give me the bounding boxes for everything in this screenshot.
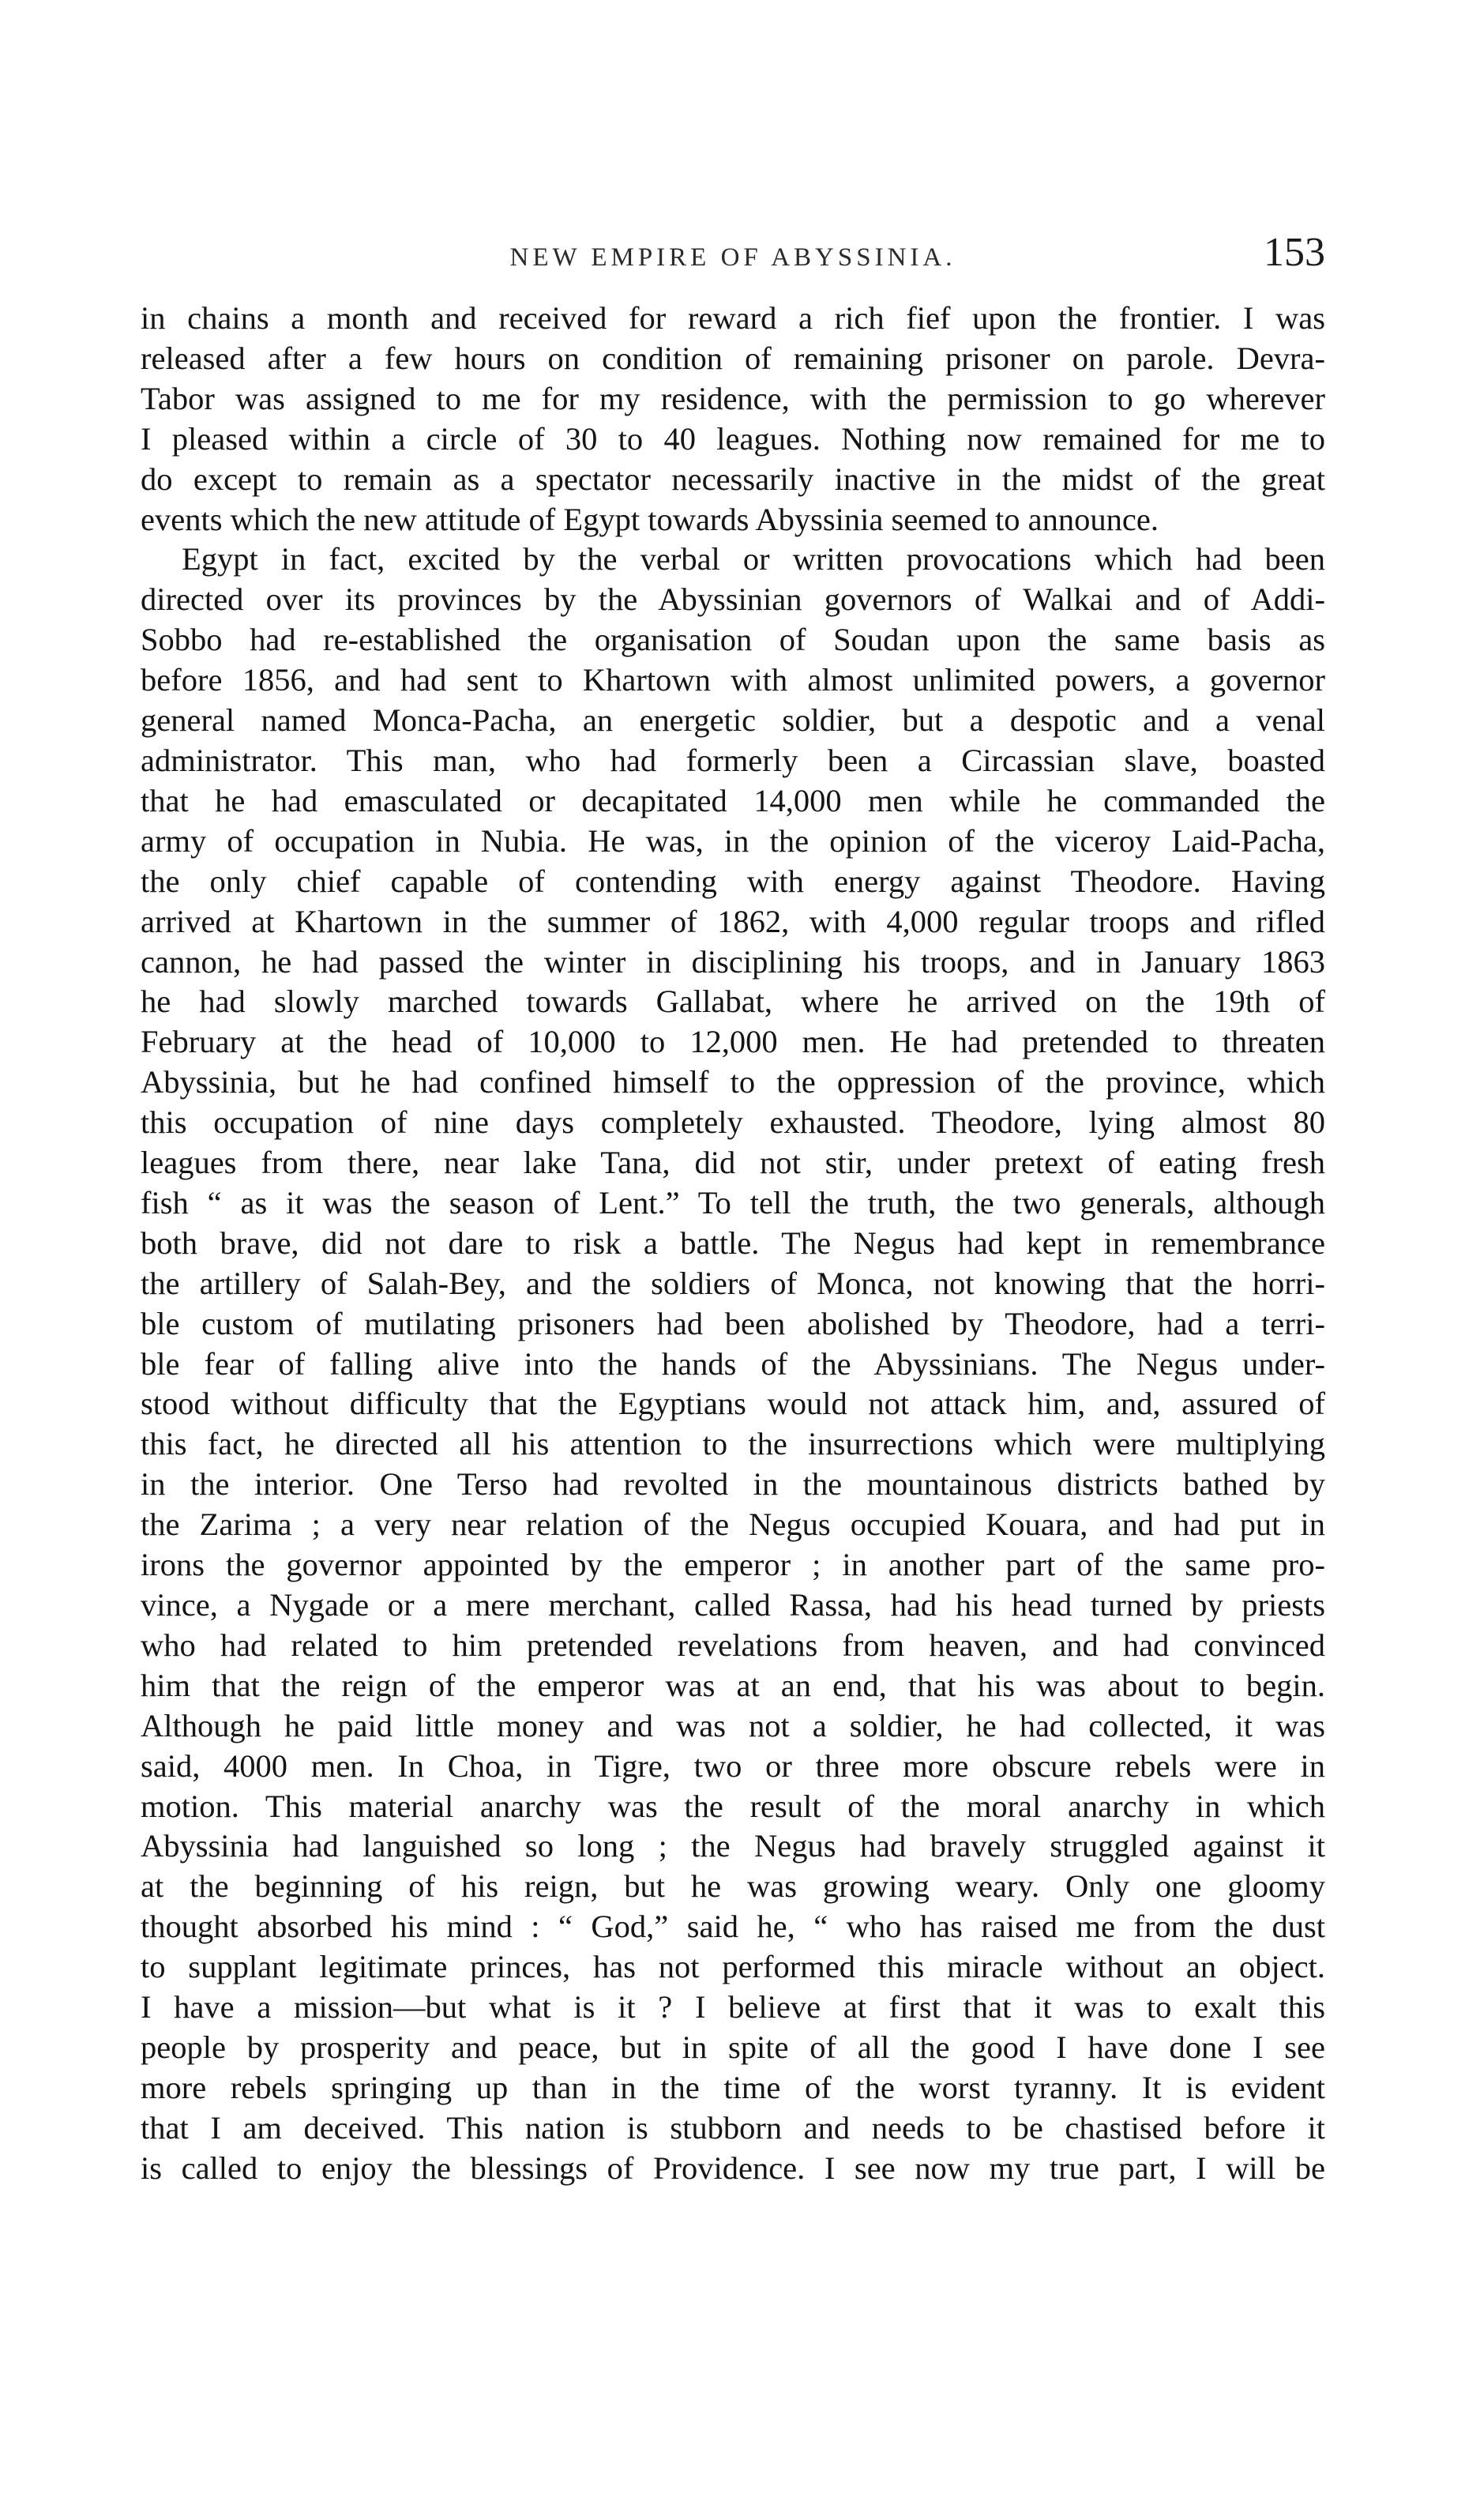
text-line: irons the governor appointed by the emperor ; in another part of the same pro- [141,1547,1325,1583]
body-text [141,299,1325,2189]
text-line: leagues from there, near lake Tana, did not stir, under pretext of eating fresh [141,1145,1325,1181]
text-line: Egypt in fact, excited by the verbal or written provocations which had been [182,541,1325,577]
text-line: people by prosperity and peace, but in spite of all the good I have done I see [141,2029,1325,2065]
paragraph [141,299,1325,540]
running-title: NEW EMPIRE OF ABYSSINIA. [509,243,956,272]
text-line: Sobbo had re-established the organisation of Soudan upon the same basis as [141,622,1325,658]
text-line: do except to remain as a spectator necessarily inactive in the midst of the great [141,461,1325,497]
text-line: this occupation of nine days completely exhausted. Theodore, lying almost 80 [141,1104,1325,1141]
text-line: Abyssinia had languished so long ; the Negus had bravely struggled against it [141,1828,1325,1864]
text-line: thought absorbed his mind : “ God,” said he, “ who has raised me from the dust [141,1909,1325,1945]
text-line: in the interior. One Terso had revolted in the mountainous districts bathed by [141,1466,1325,1503]
text-line: events which the new attitude of Egypt towards Abyssinia seemed to announce. [141,501,1159,537]
text-line: this fact, he directed all his attention to the insurrections which were multiplying [141,1426,1325,1462]
text-line: cannon, he had passed the winter in disciplining his troops, and in January 1863 [141,943,1325,980]
text-line: the artillery of Salah-Bey, and the soldiers of Monca, not knowing that the horri- [141,1265,1325,1301]
text-line: arrived at Khartown in the summer of 1862, with 4,000 regular troops and rifled [141,903,1325,939]
text-line: ble custom of mutilating prisoners had been abolished by Theodore, had a terri- [141,1305,1325,1341]
text-line: at the beginning of his reign, but he was growing weary. Only one gloomy [141,1868,1325,1905]
text-line: directed over its provinces by the Abyssinian governors of Walkai and of Addi- [141,581,1325,618]
text-line: in chains a month and received for reward a rich fief upon the frontier. I was [141,300,1325,336]
text-line: Abyssinia, but he had confined himself to the oppression of the province, which [141,1064,1325,1100]
text-line: February at the head of 10,000 to 12,000 men. He had pretended to threaten [141,1024,1325,1060]
text-line: army of occupation in Nubia. He was, in the opinion of the viceroy Laid-Pacha, [141,822,1325,859]
text-line: released after a few hours on condition of remaining prisoner on parole. Devra- [141,340,1325,376]
text-line: both brave, did not dare to risk a battle. The Negus had kept in remembrance [141,1224,1325,1261]
text-line: administrator. This man, who had formerly been a Circassian slave, boasted [141,742,1325,778]
text-line: that he had emasculated or decapitated 14,000 men while he commanded the [141,782,1325,818]
text-line: more rebels springing up than in the time of the worst tyranny. It is evident [141,2069,1325,2105]
text-line: the only chief capable of contending with energy against Theodore. Having [141,863,1325,899]
text-line: to supplant legitimate princes, has not performed this miracle without an object. [141,1949,1325,1985]
text-line: vince, a Nygade or a mere merchant, called Rassa, had his head turned by priests [141,1587,1325,1623]
text-line: I have a mission—but what is it ? I believe at first that it was to exalt this [141,1989,1325,2025]
text-line: that I am deceived. This nation is stubborn and needs to be chastised before it [141,2109,1325,2146]
text-line: I pleased within a circle of 30 to 40 leagues. Nothing now remained for me to [141,420,1325,457]
text-line: Tabor was assigned to me for my residence, with the permission to go wherever [141,380,1325,416]
text-line: fish “ as it was the season of Lent.” To tell the truth, the two generals, although [141,1184,1325,1221]
text-line: motion. This material anarchy was the result of the moral anarchy in which [141,1788,1325,1824]
text-line: Although he paid little money and was not a soldier, he had collected, it was [141,1707,1325,1743]
page-number: 153 [1264,230,1325,275]
text-line: the Zarima ; a very near relation of the Negus occupied Kouara, and had put in [141,1506,1325,1543]
text-line: stood without difficulty that the Egyptians would not attack him, and, assured of [141,1386,1325,1422]
text-line: ble fear of falling alive into the hands of the Abyssinians. The Negus under- [141,1345,1325,1382]
text-line: before 1856, and had sent to Khartown with almost unlimited powers, a governor [141,662,1325,698]
text-line: said, 4000 men. In Choa, in Tigre, two or three more obscure rebels were in [141,1747,1325,1784]
running-head [141,229,1325,284]
text-line: he had slowly marched towards Gallabat, where he arrived on the 19th of [141,984,1325,1020]
text-line: general named Monca-Pacha, an energetic soldier, but a despotic and a venal [141,702,1325,739]
text-line: is called to enjoy the blessings of Providence. I see now my true part, I will be [141,2150,1325,2186]
book-page [141,229,1325,2189]
paragraph [141,540,1325,2188]
text-line: who had related to him pretended revelations from heaven, and had convinced [141,1627,1325,1663]
text-line: him that the reign of the emperor was at an end, that his was about to begin. [141,1667,1325,1703]
